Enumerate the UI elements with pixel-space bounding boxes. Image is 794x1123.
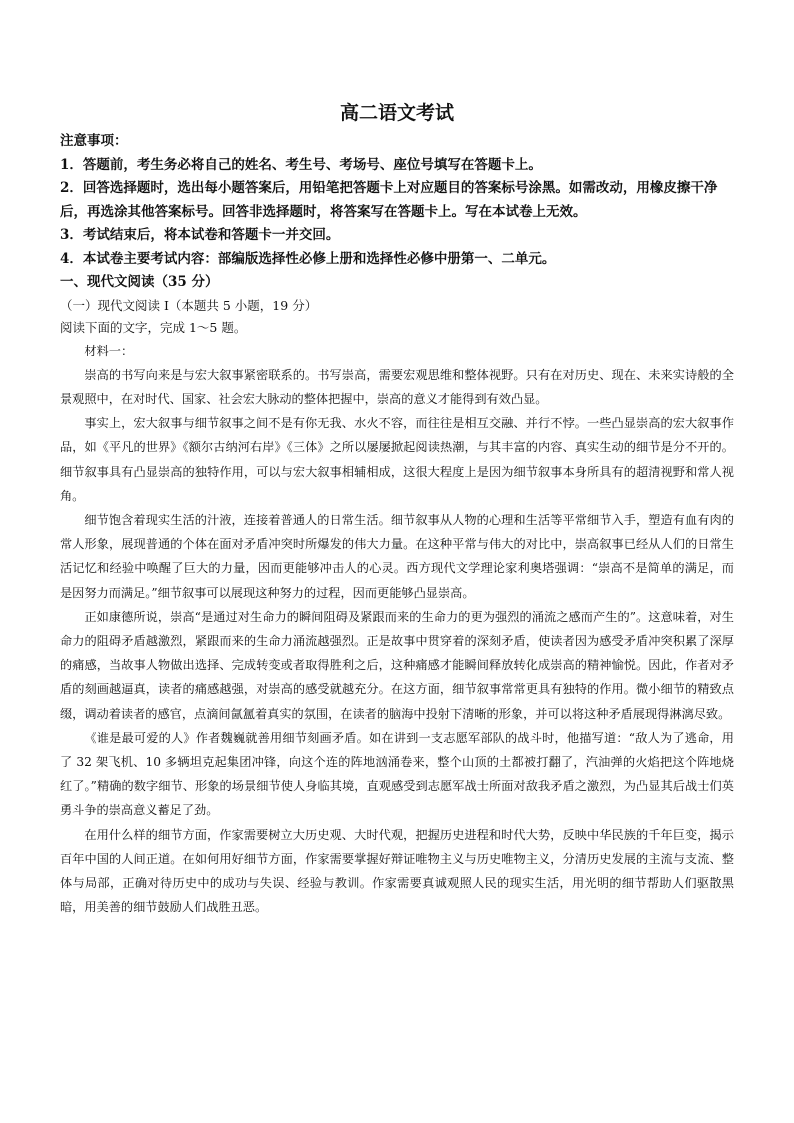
notice-block	[60, 130, 734, 271]
passage-paragraph: 《谁是最可爱的人》作者魏巍就善用细节刻画矛盾。如在讲到一支志愿军部队的战斗时，他描写道：“敌人为了逃命，用了 32 架飞机、10 多辆坦克起集团冲锋，向这个连的阵地汹涌卷来，整个山顶的土都被打翻了，汽油弹的火焰把这个阵地烧红了。”精确的数字细节、形象的场景细节使人身临其境，直观感受到志愿军战士所面对敌我矛盾之激烈，为凸显其后战士们英勇斗争的崇高意义蓄足了劲。	[60, 730, 734, 818]
passage-paragraph: 事实上，宏大叙事与细节叙事之间不是有你无我、水火不容，而往往是相互交融、并行不悖。一些凸显崇高的宏大叙事作品，如《平凡的世界》《额尔古纳河右岸》《三体》之所以屡屡掀起阅读热潮，与其丰富的内容、真实生动的细节是分不开的。细节叙事具有凸显崇高的独特作用，可以与宏大叙事相辅相成，这很大程度上是因为细节叙事本身所具有的超清视野和常人视角。	[60, 416, 734, 503]
reading-passage	[60, 339, 734, 920]
passage-paragraph: 正如康德所说，崇高“是通过对生命力的瞬间阻碍及紧跟而来的生命力的更为强烈的涌流之感而产生的”。这意味着，对生命力的阻碍矛盾越激烈，紧跟而来的生命力涌流越强烈。正是故事中贯穿着的深刻矛盾，使读者因为感受矛盾冲突积累了深厚的痛感，当故事人物做出选择、完成转变或者取得胜利之后，这种痛感才能瞬间释放转化成崇高的精神愉悦。因此，作者对矛盾的刻画越逼真，读者的痛感越强，对崇高的感受就越充分。在这方面，细节叙事常常更具有独特的作用。微小细节的精致点缀，调动着读者的感官，点滴间氤氲着真实的氛围，在读者的脑海中投射下清晰的形象，并可以将这种矛盾展现得淋漓尽致。	[60, 609, 734, 721]
passage-paragraph: 细节饱含着现实生活的汁液，连接着普通人的日常生活。细节叙事从人物的心理和生活等平常细节入手，塑造有血有肉的常人形象，展现普通的个体在面对矛盾冲突时所爆发的伟大力量。在这种平常与伟大的对比中，崇高叙事已经从人们的日常生活记忆和经验中唤醒了巨大的力量，因而更能够冲击人的心灵。西方现代文学理论家利奥塔强调：“崇高不是简单的满足，而是因努力而满足。”细节叙事可以展现这种努力的过程，因而更能够凸显崇高。	[60, 512, 734, 600]
section-heading: 一、现代文阅读（35 分）	[60, 274, 219, 290]
material-label: 材料一：	[84, 343, 134, 358]
reading-instruction: 阅读下面的文字，完成 1～5 题。	[60, 319, 247, 335]
notice-item: 4．本试卷主要考试内容：部编版选择性必修上册和选择性必修中册第一、二单元。	[60, 250, 556, 267]
notice-item: 1．答题前，考生务必将自己的姓名、考生号、考场号、座位号填写在答题卡上。	[60, 156, 542, 173]
passage-paragraph: 崇高的书写向来是与宏大叙事紧密联系的。书写崇高，需要宏观思维和整体视野。只有在对历史、现在、未来实诗般的全景观照中，在对时代、国家、社会宏大脉动的整体把握中，崇高的意义才能得到有效凸显。	[60, 367, 734, 406]
notice-item: 2．回答选择题时，选出每小题答案后，用铅笔把答题卡上对应题目的答案标号涂黑。如需改动，用橡皮擦干净后，再选涂其他答案标号。回答非选择题时，将答案写在答题卡上。写在本试卷上无效。	[60, 180, 718, 220]
page-title: 高二语文考试	[339, 102, 454, 124]
notice-item: 3．考试结束后，将本试卷和答题卡一并交回。	[60, 227, 340, 243]
subsection-heading: （一）现代文阅读 I（本题共 5 小题，19 分）	[60, 297, 318, 313]
notice-heading: 注意事项：	[60, 133, 128, 149]
passage-paragraph: 在用什么样的细节方面，作家需要树立大历史观、大时代观，把握历史进程和时代大势，反映中华民族的千年巨变，揭示百年中国的人间正道。在如何用好细节方面，作家需要掌握好辩证唯物主义与历史唯物主义，分清历史发展的主流与支流、整体与局部，正确对待历史中的成功与失误、经验与教训。作家需要真诚观照人民的现实生活，用光明的细节帮助人们驱散黑暗，用美善的细节鼓励人们战胜丑恶。	[60, 827, 734, 915]
